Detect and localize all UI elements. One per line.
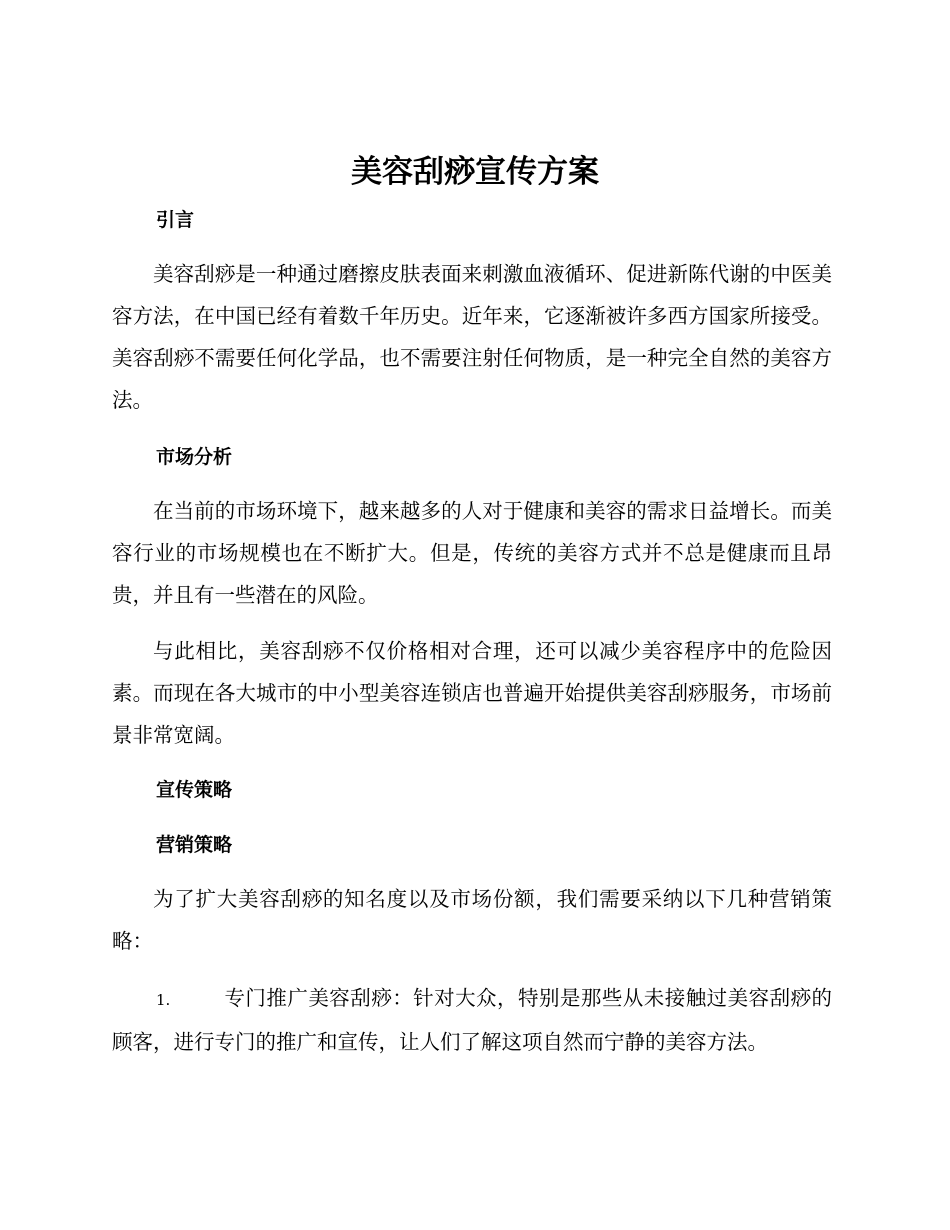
paragraph-market-2: 与此相比，美容刮痧不仅价格相对合理，还可以减少美容程序中的危险因素。而现在各大城市的中小型美容连锁店也普遍开始提供美容刮痧服务，市场前景非常宽阔。 (112, 639, 832, 747)
paragraph-market-1: 在当前的市场环境下，越来越多的人对于健康和美容的需求日益增长。而美容行业的市场规模也在不断扩大。但是，传统的美容方式并不总是健康而且昂贵，并且有一些潜在的风险。 (112, 499, 832, 607)
section-heading-promotion: 宣传策略 (156, 779, 233, 801)
paragraph-intro: 美容刮痧是一种通过磨擦皮肤表面来刺激血液循环、促进新陈代谢的中医美容方法，在中国已经有着数千年历史。近年来，它逐渐被许多西方国家所接受。美容刮痧不需要任何化学品，也不需要注射任何物质，是一种完全自然的美容方法。 (112, 262, 832, 412)
list-item-text: 专门推广美容刮痧：针对大众，特别是那些从未接触过美容刮痧的顾客，进行专门的推广和宣传，让人们了解这项自然而宁静的美容方法。 (112, 986, 832, 1054)
paragraph-marketing: 为了扩大美容刮痧的知名度以及市场份额，我们需要采纳以下几种营销策略： (112, 887, 832, 953)
section-heading-marketing: 营销策略 (156, 834, 233, 856)
document-title: 美容刮痧宣传方案 (351, 154, 599, 190)
section-heading-market: 市场分析 (156, 446, 233, 468)
section-heading-intro: 引言 (156, 209, 195, 231)
list-item (112, 977, 832, 1063)
list-item-number: 1. (156, 991, 171, 1009)
